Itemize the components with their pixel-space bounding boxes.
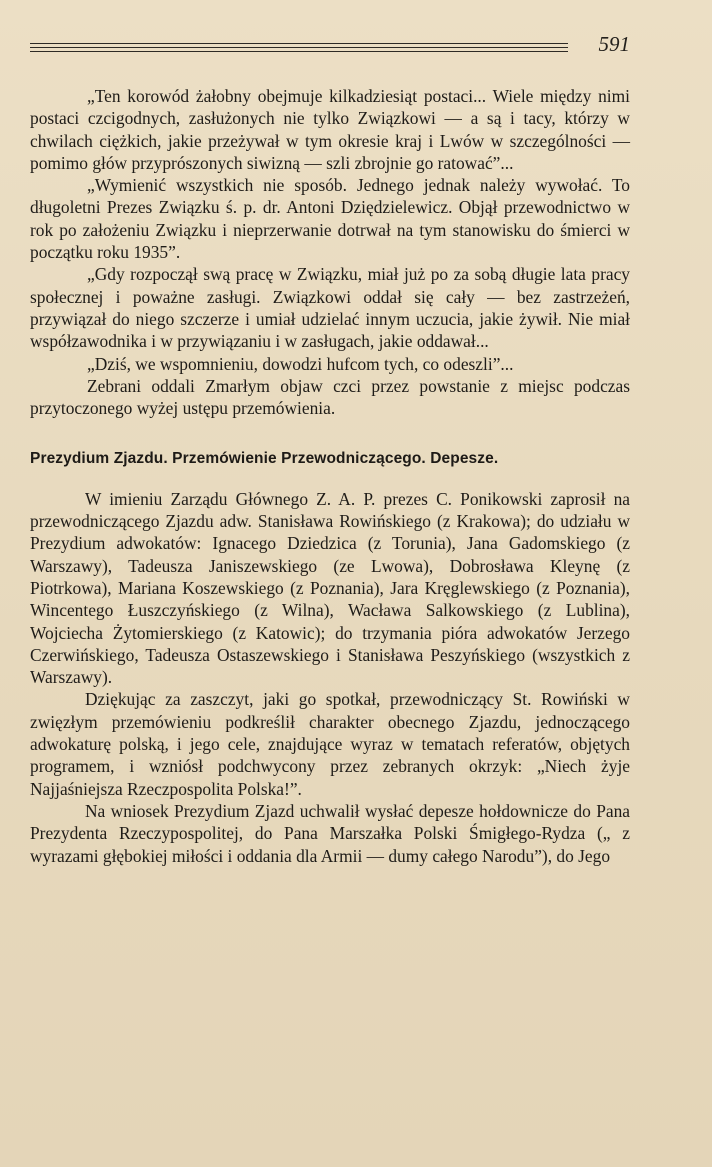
body-paragraph: W imieniu Zarządu Głównego Z. A. P. prezes C. Ponikowski zaprosił na przewodniczącego Zjazdu adw. Stanisława Rowińskiego (z Krakowa); do udziału w Prezydium adwokatów: Ignacego Dziedzica (z Torunia), Jana Gadomskiego (z Warszawy), Tadeusza Janiszewskiego (ze Lwowa), Dobrosława Kleynę (z Piotrkowa), Mariana Koszewskiego (z Poznania), Jara Kręglewskiego (z Poznania), Wincentego Łuszczyńskiego (z Wilna), Wacława Salkowskiego (z Lublina), Wojciecha Żytomierskiego (z Katowic); do trzymania pióra adwokatów Jerzego Czerwińskiego, Tadeusza Ostaszewskiego i Stanisława Peszyńskiego (wszystkich z Warszawy). xyxy=(30,488,630,688)
section-heading: Prezydium Zjazdu. Przemówienie Przewodniczącego. Depesze. xyxy=(30,450,499,468)
page-number: 591 xyxy=(598,32,630,56)
body-paragraph: Na wniosek Prezydium Zjazd uchwalił wysłać depesze hołdownicze do Pana Prezydenta Rzeczypospolitej, do Pana Marszałka Polski Śmigłego-Rydza („ z wyrazami głębokiej miłości i oddania dla Armii — dumy całego Narodu”), do Jego xyxy=(30,800,630,866)
header-rule xyxy=(30,51,568,52)
quote-paragraph: „Gdy rozpoczął swą pracę w Związku, miał już po za sobą długie lata pracy społecznej i poważne zasługi. Związkowi oddał się cały — bez zastrzeżeń, przywiązał do niego szczerze i umiał udzielać innym uczucia, jakie żywił. Nie miał współzawodnika i w przywiązaniu i w zasługach, jakie oddawał... xyxy=(30,264,630,352)
quote-paragraph: „Wymienić wszystkich nie sposób. Jednego jednak należy wywołać. To długoletni Prezes Związku ś. p. dr. Antoni Dziędzielewicz. Objął przewodnictwo w rok po założeniu Związku i nieprzerwanie dotrwał na tym stanowisku do śmierci w początku roku 1935”. xyxy=(30,175,630,263)
body-paragraph: Zebrani oddali Zmarłym objaw czci przez powstanie z miejsc podczas przytoczonego wyżej ustępu przemówienia. xyxy=(30,375,630,419)
quote-paragraph: „Dziś, we wspomnieniu, dowodzi hufcom tych, co odeszli”... xyxy=(87,353,514,374)
header-rule xyxy=(30,47,568,48)
page-header xyxy=(30,32,630,62)
quote-paragraph: „Ten korowód żałobny obejmuje kilkadziesiąt postaci... Wiele między nimi postaci czcigodnych, zasłużonych nie tylko Związkowi — a są i tacy, którzy w chwilach ciężkich, jakie przeżywał w tym okresie kraj i Lwów w szczególności — pomimo głów przyprószonych siwizną — szli zbrojnie go ratować”... xyxy=(30,86,630,173)
body-paragraph: Dziękując za zaszczyt, jaki go spotkał, przewodniczący St. Rowiński w zwięzłym przemówieniu podkreślił charakter obecnego Zjazdu, jednoczącego adwokaturę polską, i jego cele, znajdujące wyraz w tematach referatów, objętych programem, i wzniósł podchwycony przez zebranych okrzyk: „Niech żyje Najjaśniejsza Rzeczpospolita Polska!”. xyxy=(30,689,630,799)
page-body xyxy=(30,85,630,867)
header-rule xyxy=(30,43,568,44)
